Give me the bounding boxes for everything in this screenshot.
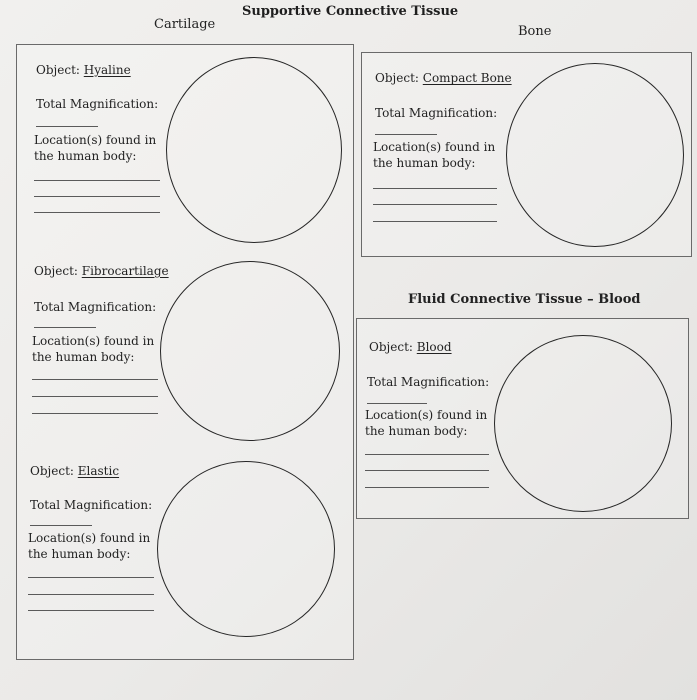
hyaline-magnification-label: Total Magnification: xyxy=(36,97,159,111)
elastic-object-value: Elastic xyxy=(77,464,120,478)
blood-object-field xyxy=(369,339,452,355)
page-title: Supportive Connective Tissue xyxy=(242,4,459,19)
fibrocartilage-location-line-3[interactable] xyxy=(32,413,158,414)
elastic-location-line-2[interactable] xyxy=(28,594,154,595)
hyaline-location-line-1[interactable] xyxy=(34,180,160,181)
fibrocartilage-location-label: Location(s) found in the human body: xyxy=(32,334,155,364)
bone-magnification-blank[interactable] xyxy=(375,134,437,135)
blood-location-line-2[interactable] xyxy=(365,470,489,471)
fibrocartilage-location-line-2[interactable] xyxy=(32,396,158,397)
blood-object-value: Blood xyxy=(416,340,452,354)
elastic-object-field xyxy=(30,463,119,479)
bone-drawing-circle[interactable] xyxy=(506,63,684,247)
bone-object-value: Compact Bone xyxy=(422,71,512,85)
blood-magnification-label: Total Magnification: xyxy=(367,375,490,389)
object-label: Object: xyxy=(36,63,80,77)
fibrocartilage-object-field xyxy=(34,263,169,279)
cartilage-header: Cartilage xyxy=(154,17,216,32)
bone-header: Bone xyxy=(518,24,552,39)
blood-location-line-1[interactable] xyxy=(365,454,489,455)
object-label: Object: xyxy=(369,340,413,354)
elastic-drawing-circle[interactable] xyxy=(157,461,335,637)
elastic-location-line-1[interactable] xyxy=(28,577,154,578)
object-label: Object: xyxy=(34,264,78,278)
hyaline-location-label: Location(s) found in the human body: xyxy=(34,133,157,163)
bone-location-label: Location(s) found in the human body: xyxy=(373,140,496,170)
bone-location-line-3[interactable] xyxy=(373,221,497,222)
fibrocartilage-drawing-circle[interactable] xyxy=(160,261,340,441)
fibrocartilage-magnification-blank[interactable] xyxy=(34,327,96,328)
hyaline-object-field xyxy=(36,62,131,78)
elastic-location-line-3[interactable] xyxy=(28,610,154,611)
blood-drawing-circle[interactable] xyxy=(494,335,672,512)
blood-location-label: Location(s) found in the human body: xyxy=(365,408,488,438)
fibrocartilage-magnification-label: Total Magnification: xyxy=(34,300,157,314)
elastic-magnification-blank[interactable] xyxy=(30,525,92,526)
elastic-magnification-label: Total Magnification: xyxy=(30,498,153,512)
elastic-location-label: Location(s) found in the human body: xyxy=(28,531,151,561)
fibrocartilage-object-value: Fibrocartilage xyxy=(81,264,169,278)
bone-object-field xyxy=(375,70,512,86)
object-label: Object: xyxy=(30,464,74,478)
hyaline-drawing-circle[interactable] xyxy=(166,57,342,243)
object-label: Object: xyxy=(375,71,419,85)
fluid-tissue-header: Fluid Connective Tissue – Blood xyxy=(408,292,641,307)
blood-location-line-3[interactable] xyxy=(365,487,489,488)
hyaline-location-line-2[interactable] xyxy=(34,196,160,197)
blood-magnification-blank[interactable] xyxy=(367,403,427,404)
hyaline-location-line-3[interactable] xyxy=(34,212,160,213)
hyaline-object-value: Hyaline xyxy=(83,63,131,77)
hyaline-magnification-blank[interactable] xyxy=(36,126,98,127)
bone-location-line-2[interactable] xyxy=(373,204,497,205)
fibrocartilage-location-line-1[interactable] xyxy=(32,379,158,380)
bone-magnification-label: Total Magnification: xyxy=(375,106,498,120)
bone-location-line-1[interactable] xyxy=(373,188,497,189)
